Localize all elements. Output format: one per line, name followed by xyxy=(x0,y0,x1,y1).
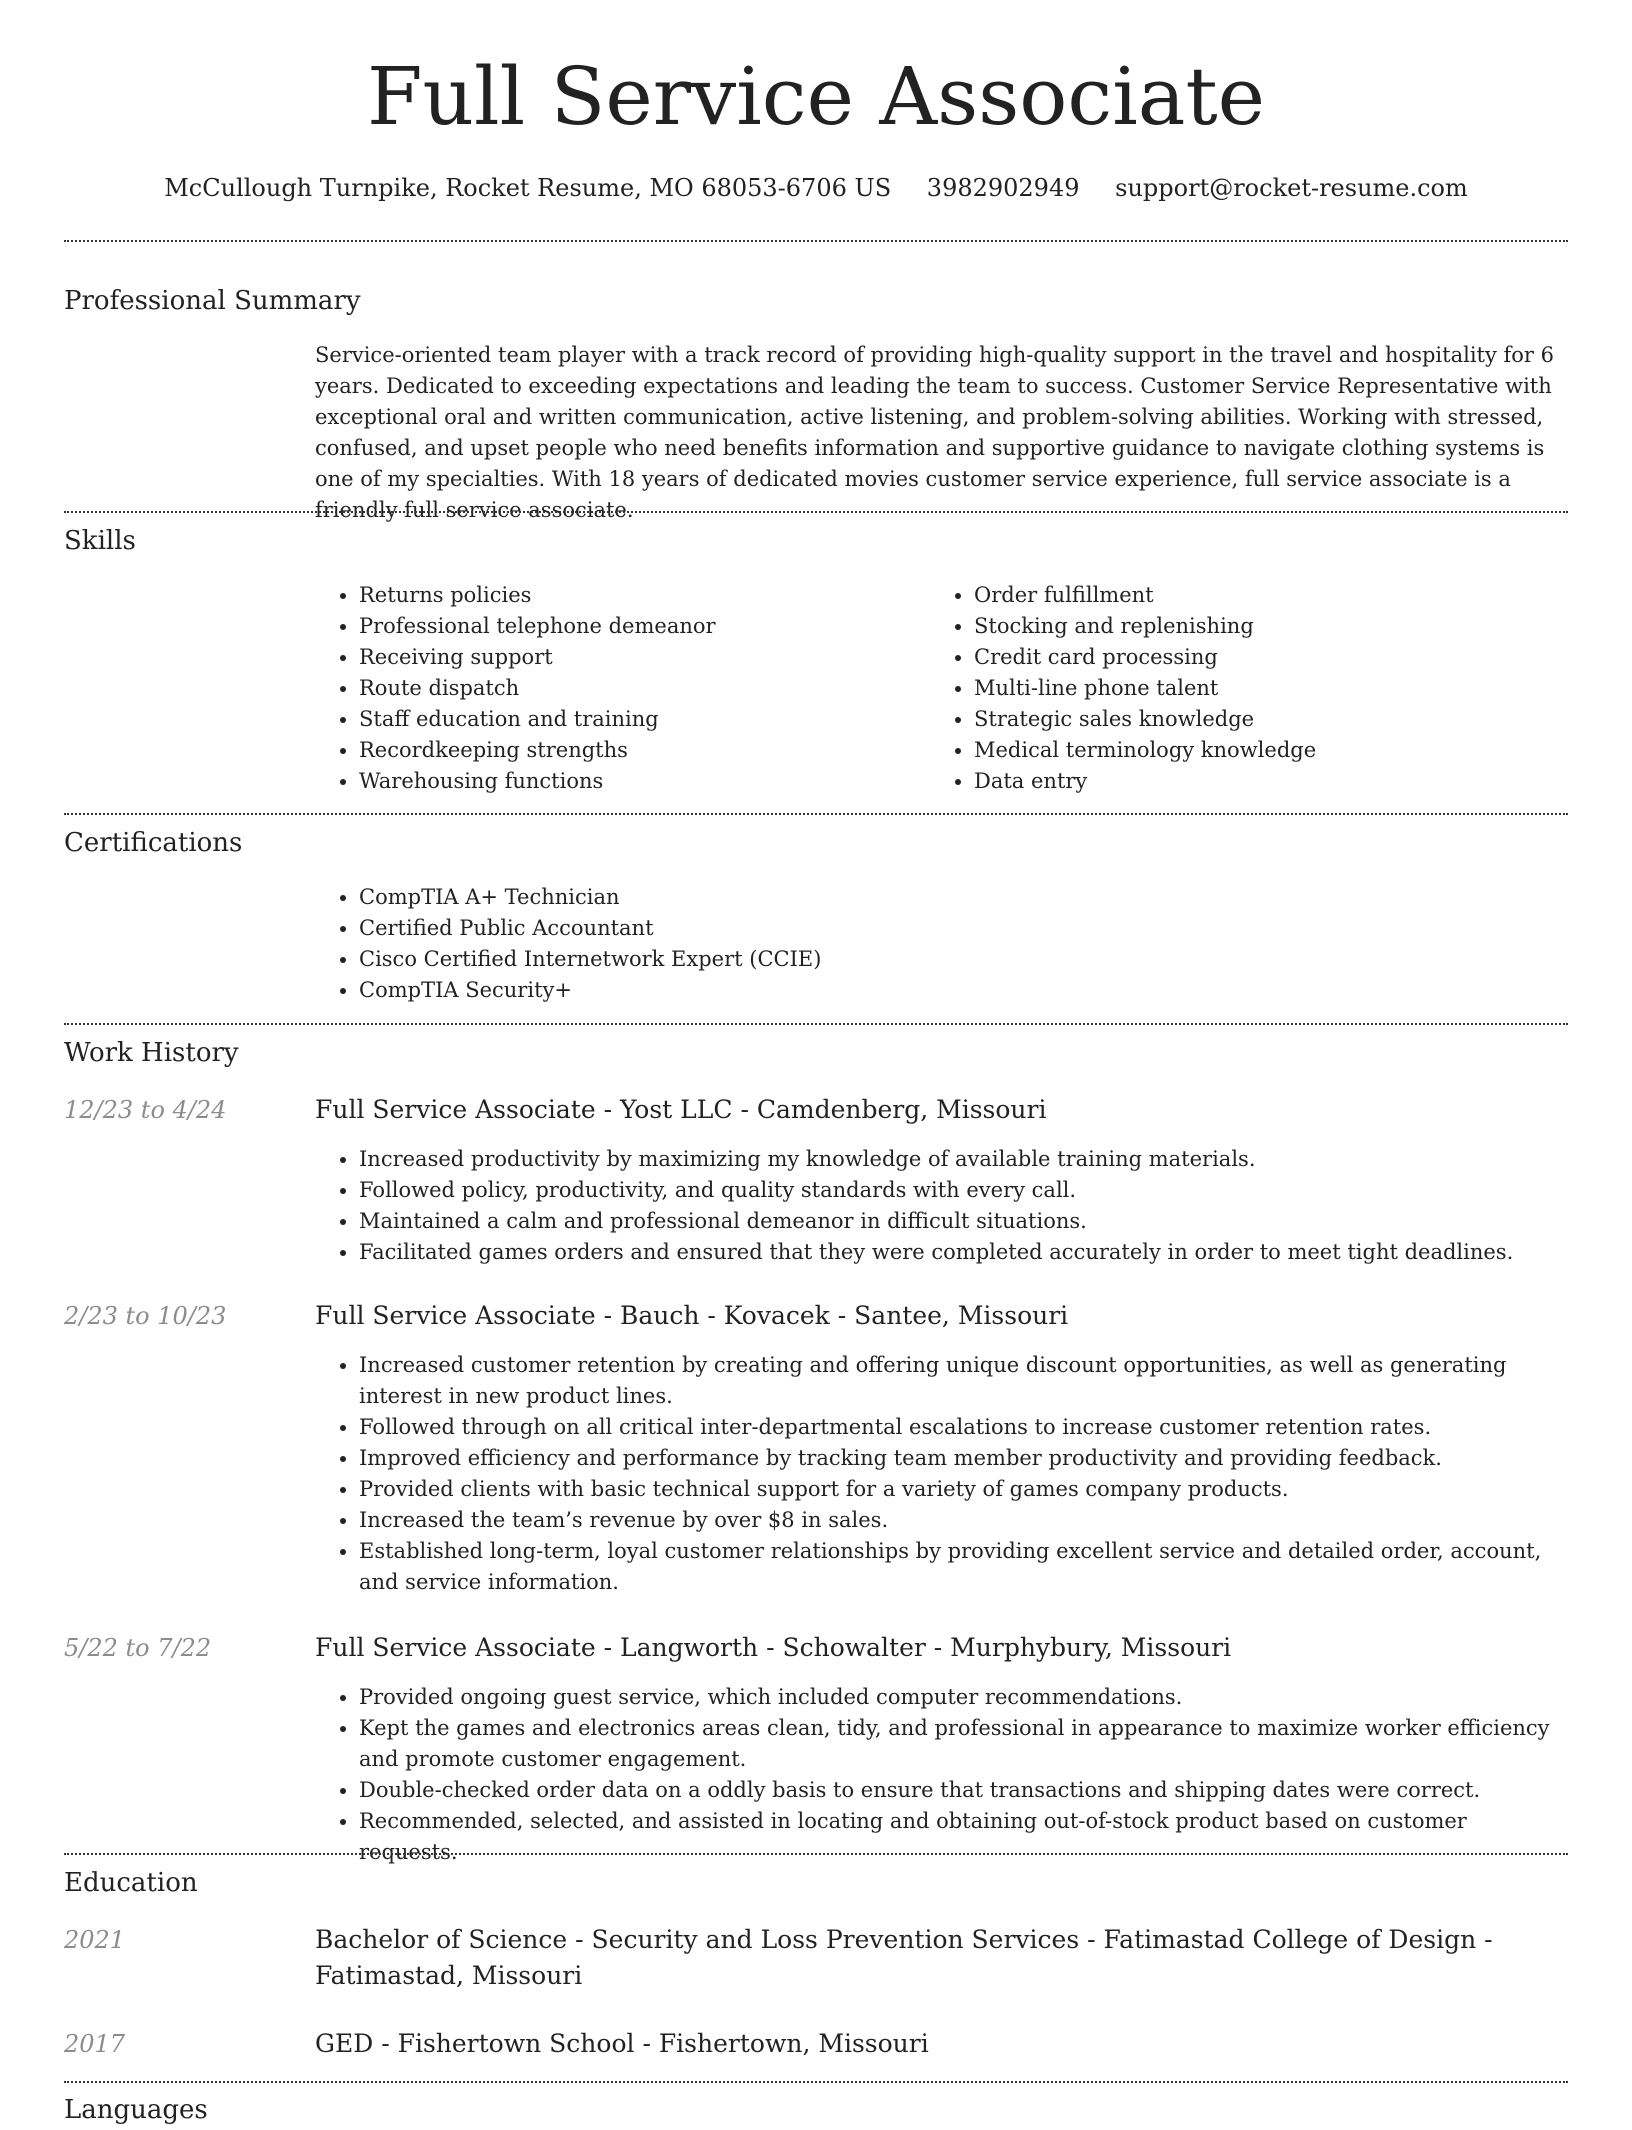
skill-item: • Staff education and training xyxy=(359,704,929,735)
section-divider xyxy=(64,511,1568,513)
section-divider xyxy=(64,1853,1568,1855)
job-title: Full Service Associate - Bauch - Kovacek - Santee, Missouri xyxy=(315,1301,1069,1330)
skill-item: • Medical terminology knowledge xyxy=(974,735,1594,766)
contact-line xyxy=(0,168,1632,208)
job-bullets xyxy=(315,1682,1570,1868)
section-divider xyxy=(64,1023,1568,1025)
skill-item: • Professional telephone demeanor xyxy=(359,611,929,642)
contact-address: McCullough Turnpike, Rocket Resume, MO 68053-6706 US xyxy=(164,174,892,202)
skill-item: • Warehousing functions xyxy=(359,766,929,797)
summary-heading: Professional Summary xyxy=(64,286,361,316)
languages-heading: Languages xyxy=(64,2095,208,2125)
job-dates: 5/22 to 7/22 xyxy=(64,1634,212,1662)
job-bullet: • Followed policy, productivity, and quality standards with every call. xyxy=(359,1175,1570,1206)
skill-item: • Multi-line phone talent xyxy=(974,673,1594,704)
certifications-list xyxy=(315,882,1559,1006)
summary-text: Service-oriented team player with a track record of providing high-quality support in the travel and hospitality for 6 years. Dedicated to exceeding expectations and leading the team to success. Customer Service Representative with exceptional oral and written communication, active listening, and problem-solving abilities. Working with stressed, confused, and upset people who need benefits information and supportive guidance to navigate clothing systems is one of my specialties. With 18 years of dedicated movies customer service experience, full service associate is a friendly full service associate. xyxy=(315,343,1554,522)
job-bullet: • Improved efficiency and performance by tracking team member productivity and providing feedback. xyxy=(359,1443,1570,1474)
skills-heading: Skills xyxy=(64,526,136,556)
job-bullet: • Facilitated games orders and ensured that they were completed accurately in order to meet tight deadlines. xyxy=(359,1237,1570,1268)
job-bullets xyxy=(315,1144,1570,1268)
contact-phone: 3982902949 xyxy=(926,174,1080,202)
certifications-heading: Certifications xyxy=(64,828,243,858)
education-entry: Bachelor of Science - Security and Loss Prevention Services - Fatimastad College of Design - Fatimastad, Missouri xyxy=(315,1925,1493,1990)
education-year: 2021 xyxy=(64,1926,126,1954)
job-bullet: • Maintained a calm and professional demeanor in difficult situations. xyxy=(359,1206,1570,1237)
skill-item: • Returns policies xyxy=(359,580,929,611)
section-divider xyxy=(64,2081,1568,2083)
job-bullets xyxy=(315,1350,1570,1598)
contact-email: support@rocket-resume.com xyxy=(1115,174,1468,202)
skill-item: • Strategic sales knowledge xyxy=(974,704,1594,735)
work-history-heading: Work History xyxy=(64,1038,239,1068)
education-year: 2017 xyxy=(64,2030,126,2058)
certification-item: • CompTIA A+ Technician xyxy=(359,882,1559,913)
section-divider xyxy=(64,240,1568,242)
skills-list-left xyxy=(315,580,929,797)
job-bullet: • Established long-term, loyal customer relationships by providing excellent service and detailed order, account, and service information. xyxy=(359,1536,1570,1598)
job-dates: 12/23 to 4/24 xyxy=(64,1096,227,1124)
job-dates: 2/23 to 10/23 xyxy=(64,1302,227,1330)
resume-title: Full Service Associate xyxy=(366,50,1265,143)
certification-item: • Certified Public Accountant xyxy=(359,913,1559,944)
skill-item: • Stocking and replenishing xyxy=(974,611,1594,642)
section-divider xyxy=(64,813,1568,815)
job-bullet: • Recommended, selected, and assisted in locating and obtaining out-of-stock product based on customer requests. xyxy=(359,1806,1570,1868)
skill-item: • Data entry xyxy=(974,766,1594,797)
skills-list-right xyxy=(930,580,1594,797)
job-bullet: • Provided ongoing guest service, which included computer recommendations. xyxy=(359,1682,1570,1713)
job-bullet: • Provided clients with basic technical support for a variety of games company products. xyxy=(359,1474,1570,1505)
job-bullet: • Followed through on all critical inter-departmental escalations to increase customer retention rates. xyxy=(359,1412,1570,1443)
certification-item: • Cisco Certified Internetwork Expert (CCIE) xyxy=(359,944,1559,975)
education-entry: GED - Fishertown School - Fishertown, Missouri xyxy=(315,2029,929,2058)
job-bullet: • Double-checked order data on a oddly basis to ensure that transactions and shipping dates were correct. xyxy=(359,1775,1570,1806)
job-title: Full Service Associate - Langworth - Schowalter - Murphybury, Missouri xyxy=(315,1633,1232,1662)
certification-item: • CompTIA Security+ xyxy=(359,975,1559,1006)
job-bullet: • Increased customer retention by creating and offering unique discount opportunities, as well as generating interest in new product lines. xyxy=(359,1350,1570,1412)
skill-item: • Recordkeeping strengths xyxy=(359,735,929,766)
skill-item: • Route dispatch xyxy=(359,673,929,704)
skill-item: • Credit card processing xyxy=(974,642,1594,673)
skill-item: • Receiving support xyxy=(359,642,929,673)
education-heading: Education xyxy=(64,1868,198,1898)
job-bullet: • Increased the team’s revenue by over $8 in sales. xyxy=(359,1505,1570,1536)
job-bullet: • Increased productivity by maximizing my knowledge of available training materials. xyxy=(359,1144,1570,1175)
job-bullet: • Kept the games and electronics areas clean, tidy, and professional in appearance to maximize worker efficiency and promote customer engagement. xyxy=(359,1713,1570,1775)
job-title: Full Service Associate - Yost LLC - Camdenberg, Missouri xyxy=(315,1095,1047,1124)
skill-item: • Order fulfillment xyxy=(974,580,1594,611)
